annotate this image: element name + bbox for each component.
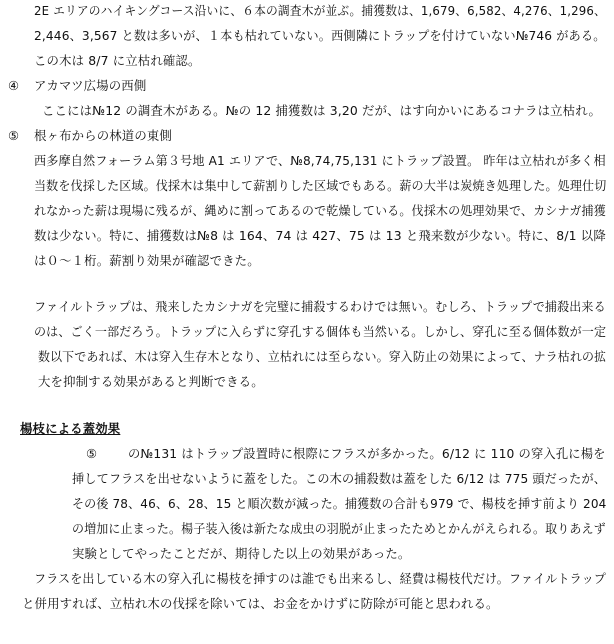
text-line: の増加に止まった。楊子装入後は新たな成虫の羽脱が止まったためとかんがえられる。取りあえず	[72, 521, 606, 536]
text-line: ここには№12 の調査木がある。№の 12 捕獲数は 3,20 だが、はす向かいにあるコナラは立枯れ。	[42, 103, 602, 118]
text-line: 大を抑制する効果があると判断できる。	[38, 374, 264, 389]
text-line: と併用すれば、立枯れ木の伐採を除いては、お金をかけずに防除が可能と思われる。	[22, 596, 499, 611]
text-line: は０～１桁。薪割り効果が確認できた。	[34, 253, 260, 268]
text-line: 2,446、3,567 と数は多いが、１本も枯れていない。西側隣にトラップを付けていない№746 がある。	[34, 28, 606, 43]
text-line: 数は少ない。特に、捕獲数は№8 は 164、74 は 427、75 は 13 と飛来数が少ない。特に、8/1 以降	[34, 228, 606, 243]
section-heading: 楊枝による蓋効果	[20, 421, 121, 436]
text-line: れなかった薪は現場に残るが、縄めに割ってあるので乾燥している。伐採木の処理効果で、カシナガ捕獲	[34, 203, 606, 218]
text-line: 数以下であれば、木は穿入生存木となり、立枯れには至らない。穿入防止の効果によって、ナラ枯れの拡	[38, 349, 607, 364]
text-line: 2E エリアのハイキングコース沿いに、６本の調査木が並ぶ。捕獲数は、1,679、6,582、4,276、1,296、	[34, 3, 606, 18]
text-line: この木は 8/7 に立枯れ確認。	[34, 53, 201, 68]
text-line: の№131 はトラップ設置時に根際にフラスが多かった。6/12 に 110 の穿入孔に楊を	[128, 446, 606, 461]
section-title: アカマツ広場の西側	[34, 78, 147, 93]
text-line: フラスを出している木の穿入孔に楊枝を挿すのは誰でも出来るし、経費は楊枝代だけ。ファイルトラップ	[34, 571, 607, 586]
text-line: 西多摩自然フォーラム第３号地 A1 エリアで、№8,74,75,131 にトラップ設置。 昨年は立枯れが多く相	[34, 153, 606, 168]
text-line: 挿してフラスを出せないように蓋をした。この木の捕殺数は蓋をした 6/12 は 775 頭だったが、	[72, 471, 607, 486]
text-line: 当数を伐採した区域。伐採木は集中して薪割りした区域でもある。薪の大半は炭焼き処理した。処理仕切	[34, 178, 607, 193]
section-title: 根ヶ布からの林道の東側	[34, 128, 172, 143]
list-marker-5: ⑤	[8, 128, 20, 143]
text-line: ファイルトラップは、飛来したカシナガを完璧に捕殺するわけでは無い。むしろ、トラップで捕殺出来る	[34, 299, 606, 314]
list-marker-4: ④	[8, 78, 20, 93]
text-line: その後 78、46、6、28、15 と順次数が減った。捕獲数の合計も979 で、楊枝を挿す前より 204	[72, 496, 607, 511]
list-marker-5: ⑤	[86, 446, 98, 461]
text-line: のは、ごく一部だろう。トラップに入らずに穿孔する個体も当然いる。しかし、穿孔に至る個体数が一定	[34, 324, 607, 339]
text-line: 実験としてやったことだが、期待した以上の効果があった。	[72, 546, 411, 561]
